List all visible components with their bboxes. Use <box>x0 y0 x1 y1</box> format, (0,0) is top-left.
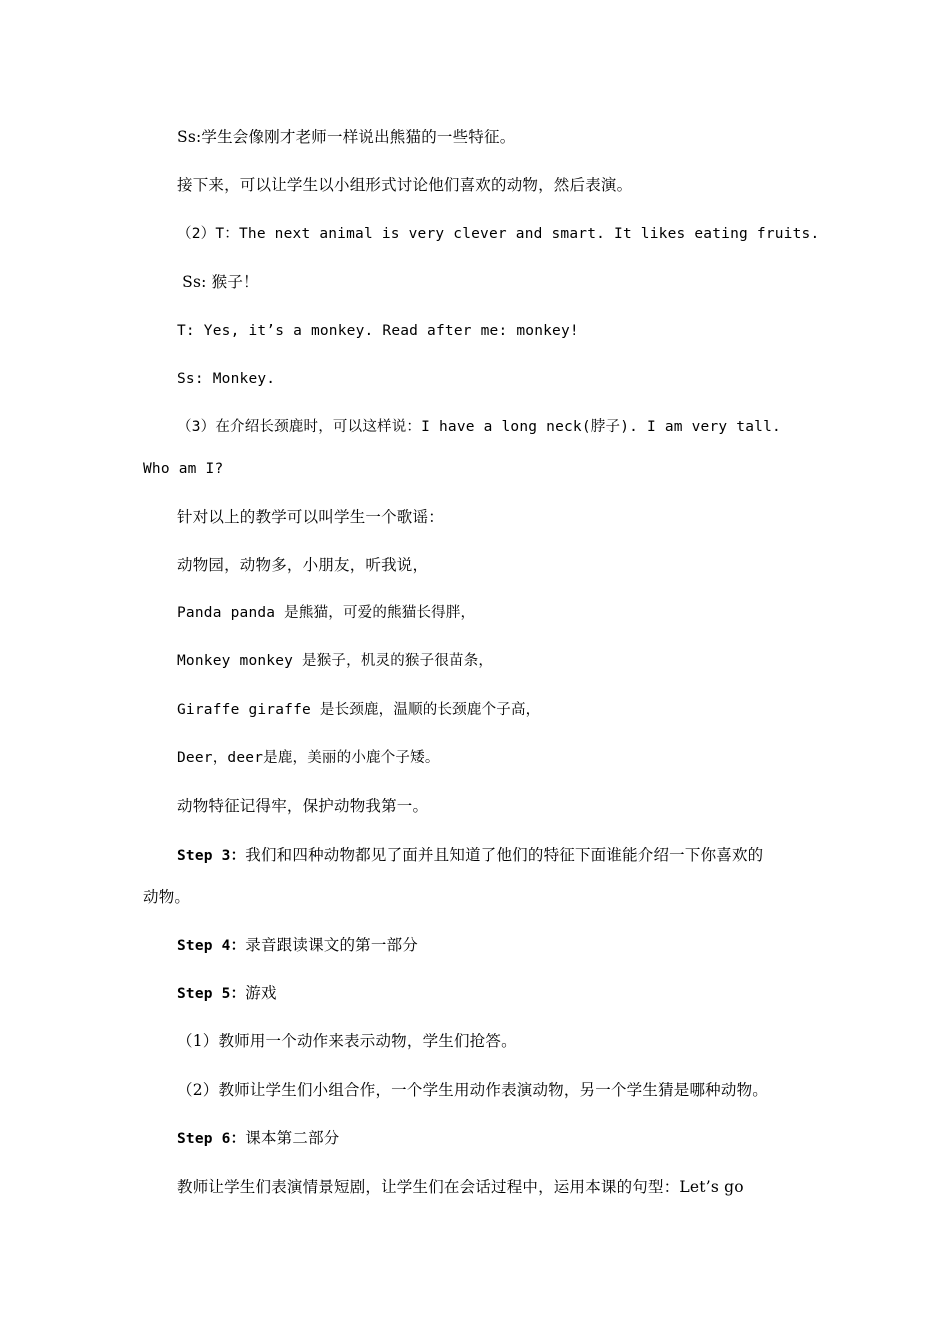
step-label: Step 3： <box>177 848 246 864</box>
paragraph: （2）教师让学生们小组合作，一个学生用动作表演动物，另一个学生猜是哪种动物。 <box>177 1081 768 1099</box>
paragraph: Monkey monkey 是猴子，机灵的猴子很苗条， <box>177 653 494 669</box>
paragraph: 动物园，动物多，小朋友，听我说， <box>177 556 429 574</box>
step-3-paragraph <box>177 845 763 866</box>
paragraph: Deer，deer是鹿，美丽的小鹿个子矮。 <box>177 750 440 766</box>
paragraph: Who am I? <box>143 461 224 477</box>
paragraph: T: Yes, it’s a monkey. Read after me: monkey! <box>177 323 579 339</box>
paragraph: Ss: Monkey. <box>177 371 276 387</box>
paragraph: 动物特征记得牢，保护动物我第一。 <box>177 797 429 815</box>
paragraph: 动物。 <box>143 888 191 906</box>
step-text: 我们和四种动物都见了面并且知道了他们的特征下面谁能介绍一下你喜欢的 <box>245 846 764 864</box>
step-label: Step 5： <box>177 986 246 1002</box>
paragraph: Ss: 猴子！ <box>177 273 259 291</box>
paragraph: Giraffe giraffe 是长颈鹿，温顺的长颈鹿个子高， <box>177 702 541 718</box>
paragraph: Panda panda 是熊猫，可爱的熊猫长得胖， <box>177 605 476 621</box>
paragraph: （1）教师用一个动作来表示动物，学生们抢答。 <box>177 1032 517 1050</box>
paragraph: （2）T：The next animal is very clever and smart. It likes eating fruits. <box>177 226 820 242</box>
paragraph: 接下来，可以让学生以小组形式讨论他们喜欢的动物，然后表演。 <box>177 176 633 194</box>
step-label: Step 6： <box>177 1131 246 1147</box>
paragraph: 教师让学生们表演情景短剧，让学生们在会话过程中，运用本课的句型：Let’s go <box>177 1178 744 1196</box>
step-6-paragraph <box>177 1128 339 1149</box>
step-4-paragraph <box>177 935 418 956</box>
paragraph: Ss:学生会像刚才老师一样说出熊猫的一些特征。 <box>177 128 516 146</box>
paragraph: （3）在介绍长颈鹿时，可以这样说：I have a long neck(脖子). I am very tall. <box>177 419 781 435</box>
step-label: Step 4： <box>177 938 246 954</box>
step-text: 课本第二部分 <box>245 1129 340 1147</box>
step-text: 录音跟读课文的第一部分 <box>245 936 418 954</box>
paragraph: 针对以上的教学可以叫学生一个歌谣： <box>177 508 444 526</box>
step-5-paragraph <box>177 983 277 1004</box>
step-text: 游戏 <box>245 984 277 1002</box>
